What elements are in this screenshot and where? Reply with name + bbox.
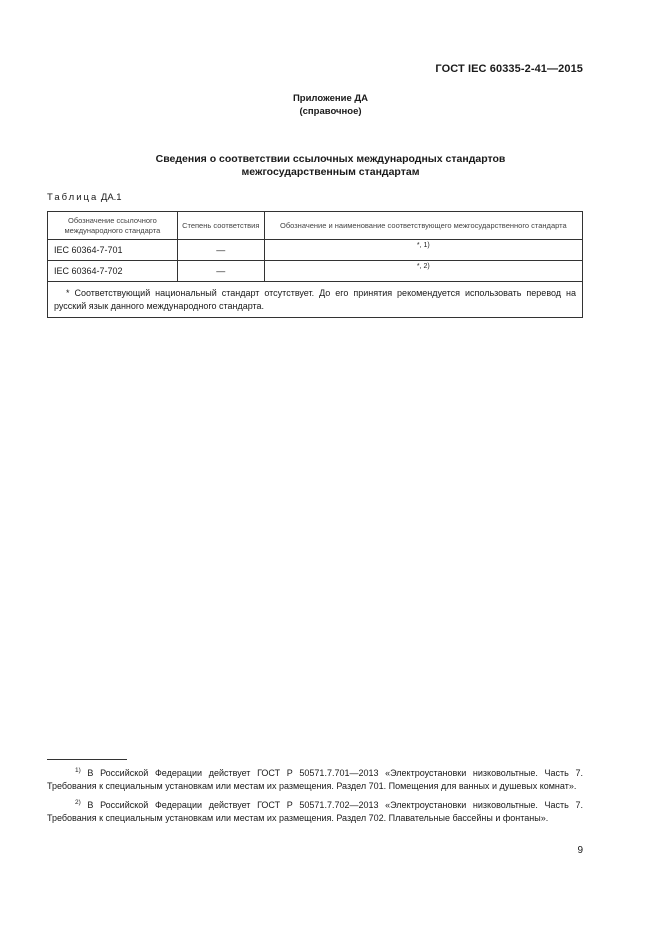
table-header-row xyxy=(48,212,583,240)
table-caption-id: ДА.1 xyxy=(100,192,122,203)
footnote-mark: 1) xyxy=(75,767,81,774)
annex-title-block xyxy=(0,92,661,118)
table-caption xyxy=(47,192,122,203)
table-row xyxy=(48,240,583,261)
section-heading xyxy=(0,153,661,179)
cell-degree: — xyxy=(177,261,264,282)
cell-degree: — xyxy=(177,240,264,261)
table-note-row xyxy=(48,282,583,318)
cell-interstate-standard: *, 2) xyxy=(264,261,582,282)
annex-title: Приложение ДА xyxy=(292,93,369,104)
table-caption-word: Таблица xyxy=(47,192,99,203)
section-heading-line-1: Сведения о соответствии ссылочных международных стандартов xyxy=(155,153,506,165)
footnote-item xyxy=(47,764,583,793)
cell-ref-standard: IEC 60364-7-702 xyxy=(48,261,178,282)
footnote-mark: 2) xyxy=(75,799,81,806)
header-interstate-standard: Обозначение и наименование соответствующего межгосударственного стандарта xyxy=(264,212,582,240)
header-degree: Степень соответствия xyxy=(177,212,264,240)
footnote-item xyxy=(47,796,583,825)
footnote-text: В Российской Федерации действует ГОСТ Р 50571.7.701—2013 «Электроустановки низковольтные. Часть 7. Требования к специальным установкам или местам их размещения. Раздел 701. Помещения для ванных и душевых комнат». xyxy=(47,768,583,791)
page-number: 9 xyxy=(577,845,583,856)
standard-code: ГОСТ IEC 60335-2-41—2015 xyxy=(435,63,583,75)
table-note-cell xyxy=(48,282,583,318)
reference-table xyxy=(47,211,583,318)
header-ref-standard: Обозначение ссылочного международного стандарта xyxy=(48,212,178,240)
annex-subtitle: (справочное) xyxy=(299,106,362,117)
footnotes xyxy=(47,764,583,828)
section-heading-line-2: межгосударственным стандартам xyxy=(241,166,420,178)
table-row xyxy=(48,261,583,282)
footnote-divider xyxy=(47,759,127,760)
table-note: * Соответствующий национальный стандарт отсутствует. До его принятия рекомендуется использовать перевод на русский язык данного международного стандарта. xyxy=(54,288,576,311)
footnote-text: В Российской Федерации действует ГОСТ Р 50571.7.702—2013 «Электроустановки низковольтные. Часть 7. Требования к специальным установкам или местам их размещения. Раздел 702. Плавательные бассейны и фонтаны». xyxy=(47,800,583,823)
cell-ref-standard: IEC 60364-7-701 xyxy=(48,240,178,261)
cell-interstate-standard: *, 1) xyxy=(264,240,582,261)
